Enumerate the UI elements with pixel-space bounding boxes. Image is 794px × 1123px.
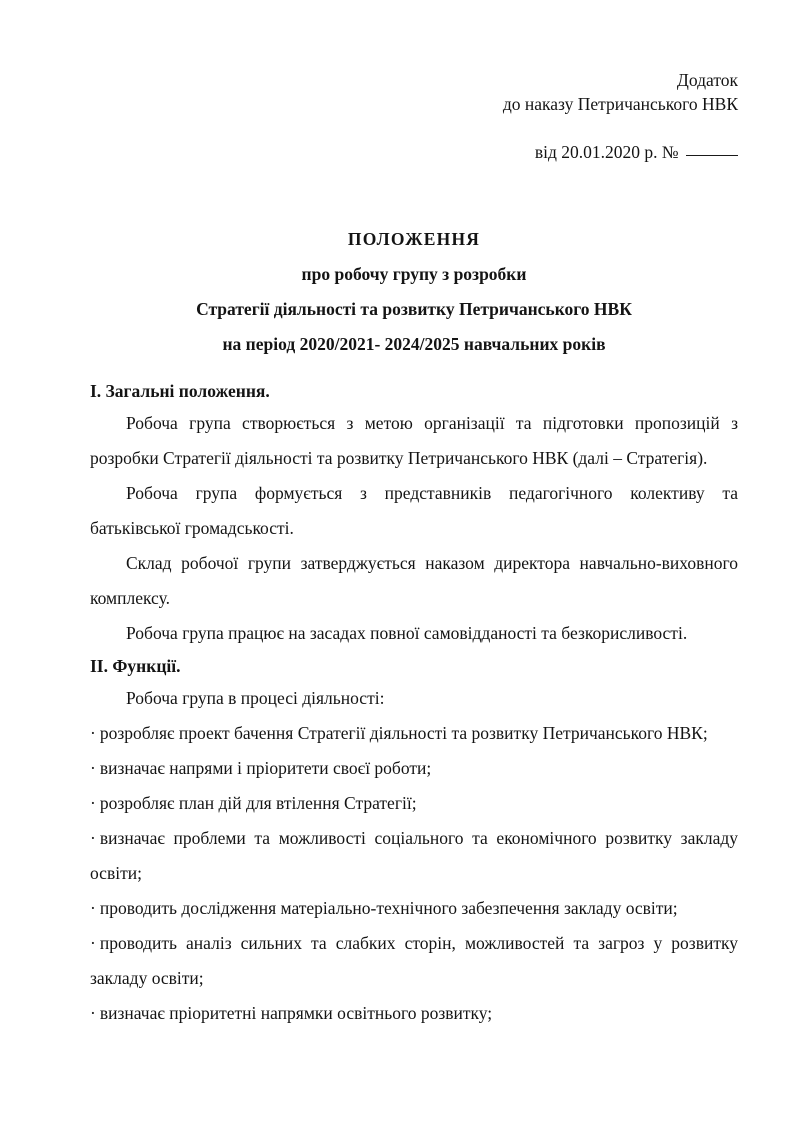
- header-line-appendix: Додаток: [676, 70, 738, 90]
- document-title-block: [90, 222, 738, 362]
- functions-bullet-list: [90, 716, 738, 1031]
- list-item: [90, 891, 738, 926]
- header-line-order-date: [90, 116, 738, 188]
- list-item-label: визначає напрями і пріоритети своєї роботи;: [99, 758, 432, 778]
- bullet-dot-icon: ·: [90, 723, 96, 743]
- list-item: [90, 821, 738, 891]
- list-item-label: розробляє проект бачення Стратегії діяльності та розвитку Петричанського НВК;: [99, 723, 708, 743]
- bullet-dot-icon: ·: [90, 793, 96, 813]
- list-item-label: проводить аналіз сильних та слабких сторін, можливостей та загроз у розвитку закладу освіти;: [90, 933, 738, 988]
- list-item: [90, 996, 738, 1031]
- list-item-label: розробляє план дій для втілення Стратегії;: [99, 793, 417, 813]
- paragraph-purpose: Робоча група створюється з метою організації та підготовки пропозицій з розробки Стратегії діяльності та розвитку Петричанського НВК (далі – Стратегія).: [90, 413, 738, 468]
- header-order-date-text: від 20.01.2020 р. №: [534, 142, 683, 162]
- title-line-polozhennya: ПОЛОЖЕННЯ: [347, 229, 481, 249]
- order-number-blank-field: [686, 155, 738, 156]
- list-item-label: визначає пріоритетні напрямки освітнього розвитку;: [99, 1003, 493, 1023]
- list-item: [90, 786, 738, 821]
- list-item-label: проводить дослідження матеріально-технічного забезпечення закладу освіти;: [99, 898, 678, 918]
- title-line-strategy: Стратегії діяльності та розвитку Петричанського НВК: [196, 299, 632, 319]
- paragraph-approval: Склад робочої групи затверджується наказом директора навчально-виховного комплексу.: [90, 553, 738, 608]
- list-item: [90, 926, 738, 996]
- paragraph-functions-intro: Робоча група в процесі діяльності:: [126, 688, 385, 708]
- bullet-dot-icon: ·: [90, 933, 96, 953]
- bullet-dot-icon: ·: [90, 828, 96, 848]
- bullet-dot-icon: ·: [90, 1003, 96, 1023]
- document-header-block: [90, 68, 738, 188]
- list-item-label: визначає проблеми та можливості соціального та економічного розвитку закладу освіти;: [90, 828, 738, 883]
- list-item: [90, 751, 738, 786]
- bullet-dot-icon: ·: [90, 758, 96, 778]
- bullet-dot-icon: ·: [90, 898, 96, 918]
- section-heading-general-provisions: I. Загальні положення.: [90, 381, 270, 401]
- title-line-period: на період 2020/2021- 2024/2025 навчальних років: [222, 334, 606, 354]
- title-line-subject: про робочу групу з розробки: [301, 264, 527, 284]
- paragraph-composition-source: Робоча група формується з представників педагогічного колективу та батьківської громадськості.: [90, 483, 738, 538]
- document-content: [90, 68, 738, 1031]
- section-heading-functions: II. Функції.: [90, 656, 181, 676]
- header-line-order-source: до наказу Петричанського НВК: [502, 94, 738, 114]
- paragraph-principles: Робоча група працює на засадах повної самовідданості та безкорисливості.: [126, 623, 688, 643]
- list-item: [90, 716, 738, 751]
